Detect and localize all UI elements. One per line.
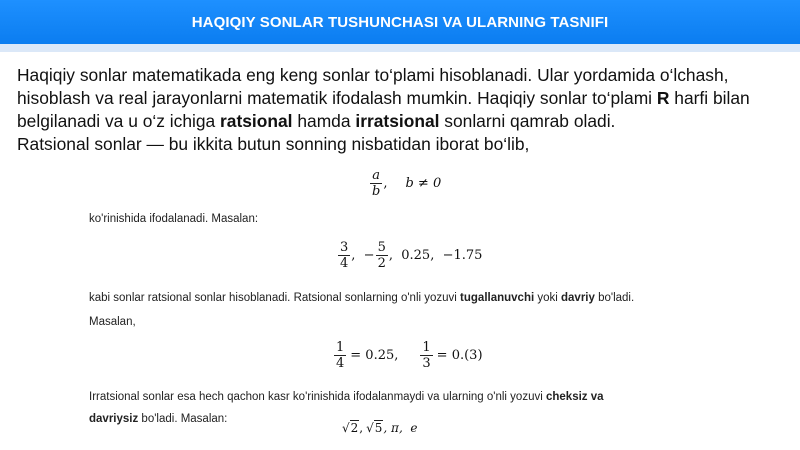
equals-terminating: = 0.25, [350, 348, 399, 363]
sqrt-5: √5 [366, 421, 383, 435]
intro-text-2: harfi bilan belgilanadi va u o‘z ichiga [17, 88, 750, 131]
irrational-term: irratsional [355, 111, 440, 131]
pi-and-e: , π, e [383, 421, 418, 435]
rational-term: ratsional [220, 111, 293, 131]
page-title: HAQIQIY SONLAR TUSHUNCHASI VA ULARNING TASNIFI [191, 14, 609, 31]
radicand: 2 [350, 421, 359, 435]
formula-separator: , [359, 421, 364, 435]
fraction-5-2 [376, 240, 388, 271]
real-set-letter: R [656, 88, 670, 108]
fraction-denominator: 4 [336, 356, 345, 371]
fraction-denominator: 4 [340, 256, 349, 271]
para3-text-2: bo'ladi. Masalan: [138, 413, 228, 425]
fraction-numerator: 1 [422, 340, 431, 355]
formula-separator: , [383, 176, 388, 191]
formula-separator: , − [351, 248, 375, 263]
fraction-1-3 [420, 340, 432, 371]
fraction-denominator: 2 [377, 256, 386, 271]
equals-periodic: = 0.(3) [436, 348, 483, 363]
periodic-term: davriy [561, 292, 595, 304]
intro-text-3: hamda [292, 111, 356, 131]
para2-text-3: bo'ladi. [594, 292, 635, 304]
para2-text-1: kabi sonlar ratsional sonlar hisoblanadi. Ratsional sonlarning o'nli yozuvi [89, 292, 461, 304]
radicand: 5 [374, 421, 383, 435]
para2-text-2: yoki [534, 292, 562, 304]
rational-examples-formula [337, 240, 482, 271]
intro-paragraph [17, 64, 792, 156]
irrational-examples-formula [342, 421, 417, 435]
rational-definition-line: Ratsional sonlar — bu ikkita butun sonning nisbatidan iborat bo‘lib, [17, 134, 530, 154]
fraction-denominator: b [372, 184, 381, 199]
fraction-numerator: 3 [340, 240, 349, 255]
intro-text-1: Haqiqiy sonlar matematikada eng keng sonlar to‘plami hisoblanadi. Ular yordamida o‘lchash, hisoblash va real jarayonlarni matematik ifodalash mumkin. Haqiqiy sonlar to‘plami [17, 65, 729, 108]
intro-text-4: sonlarni qamrab oladi. [439, 111, 616, 131]
header-divider [0, 44, 800, 52]
fraction-numerator: 5 [377, 240, 386, 255]
infinite-term: cheksiz va [545, 391, 604, 403]
fraction-3-4 [338, 240, 350, 271]
fraction-denominator: 3 [422, 356, 431, 371]
fraction-numerator: a [372, 168, 381, 183]
formula-a-over-b [369, 168, 441, 199]
fraction-1-4 [334, 340, 346, 371]
irrational-paragraph [89, 388, 789, 428]
form-text: ko'rinishida ifodalanadi. Masalan: [89, 213, 259, 225]
fraction-numerator: 1 [336, 340, 345, 355]
para3-text-1: Irratsional sonlar esa hech qachon kasr ko'rinishida ifodalanmaydi va ularning o'nli yozuvi [89, 391, 546, 403]
sqrt-2: √2 [342, 421, 359, 435]
decimal-examples-formula [333, 340, 483, 371]
terminating-term: tugallanuvchi [460, 292, 535, 304]
title-bar [0, 0, 800, 44]
example-intro: Masalan, [89, 316, 136, 328]
nonzero-condition: b ≠ 0 [405, 176, 442, 191]
rational-decimal-paragraph [89, 289, 789, 331]
fraction-a-b [370, 168, 382, 199]
formula-decimals: , 0.25, −1.75 [388, 248, 483, 263]
non-periodic-term: davriysiz [89, 413, 139, 425]
